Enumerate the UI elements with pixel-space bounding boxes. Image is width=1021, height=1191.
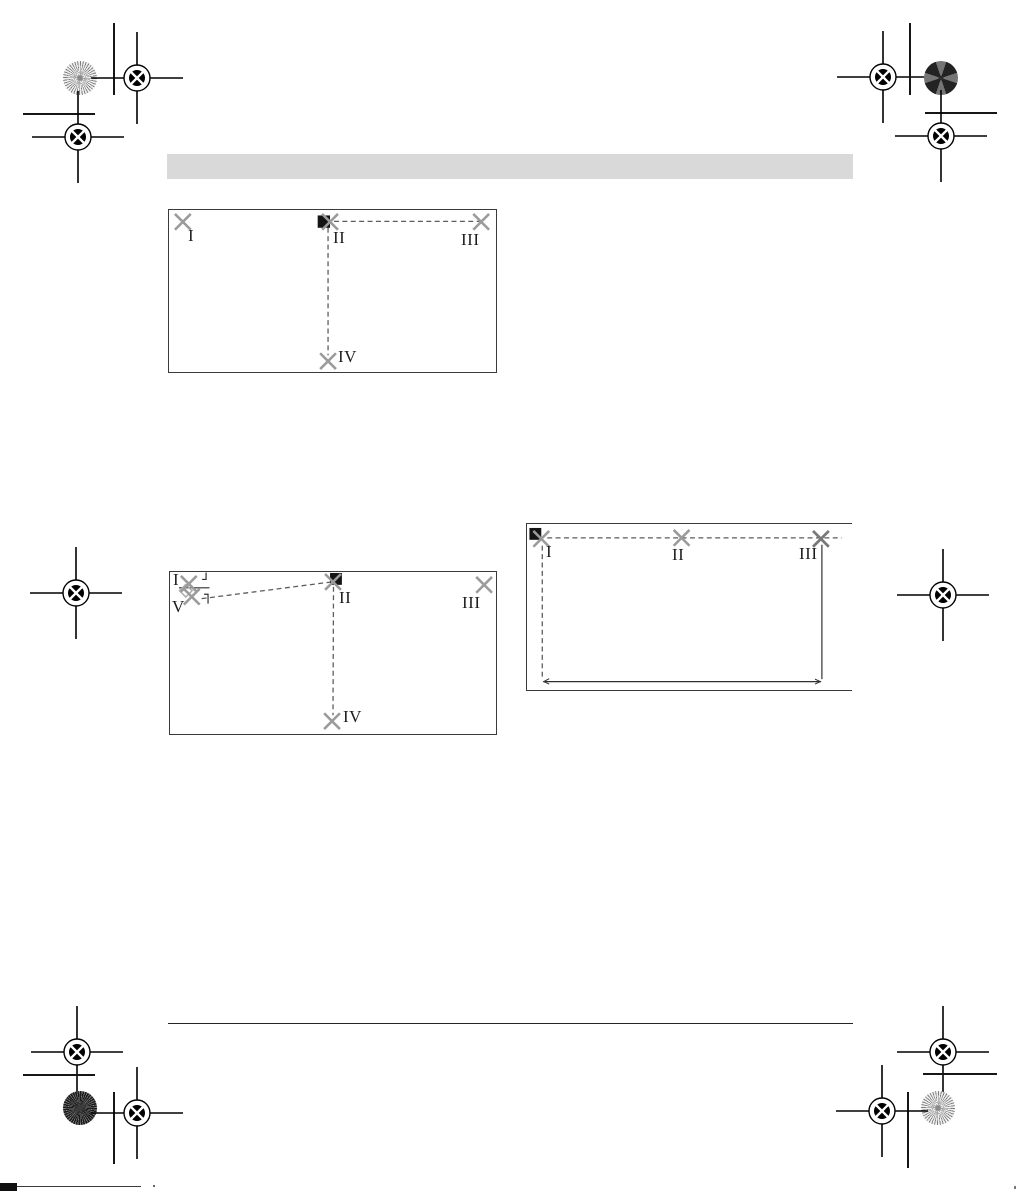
registration-mark-icon xyxy=(28,87,128,187)
cross-mark-icon xyxy=(324,713,340,729)
registration-mark-icon xyxy=(87,1063,187,1163)
crop-mark xyxy=(23,1074,95,1076)
cross-mark-icon xyxy=(476,577,492,593)
point-label: IV xyxy=(338,347,357,366)
point-label: III xyxy=(461,230,480,249)
figure-2-drawing xyxy=(170,572,496,734)
point-label: I xyxy=(188,226,195,245)
registration-mark-icon xyxy=(893,545,993,645)
point-label: III xyxy=(799,544,818,563)
point-label: IV xyxy=(343,707,362,726)
point-label: III xyxy=(462,593,481,612)
point-label: II xyxy=(339,588,352,607)
figure-room-diagram-3 xyxy=(526,523,852,691)
page-edge-artifact xyxy=(0,1183,17,1191)
figure-room-diagram-2 xyxy=(169,571,497,735)
dashed-laser-line-diagonal xyxy=(202,582,332,599)
page-edge-artifact xyxy=(17,1186,141,1187)
crop-mark xyxy=(909,23,911,95)
point-label: V xyxy=(172,597,185,616)
cross-mark-icon xyxy=(473,214,489,230)
registration-mark-icon xyxy=(891,86,991,186)
point-label: II xyxy=(672,545,685,564)
registration-mark-icon xyxy=(26,543,126,643)
page-edge-artifact xyxy=(1014,1186,1016,1189)
section-header-bar xyxy=(167,154,853,179)
footer-rule xyxy=(168,1023,853,1024)
figure-room-diagram-1 xyxy=(168,209,497,373)
page-edge-artifact xyxy=(153,1185,155,1187)
crop-mark xyxy=(923,1073,997,1075)
point-label: I xyxy=(546,542,553,561)
point-label: II xyxy=(333,228,346,247)
point-label: I xyxy=(173,570,180,589)
registration-mark-icon xyxy=(832,1061,932,1161)
offset-bracket-top xyxy=(202,572,206,579)
cross-mark-icon xyxy=(320,353,336,369)
